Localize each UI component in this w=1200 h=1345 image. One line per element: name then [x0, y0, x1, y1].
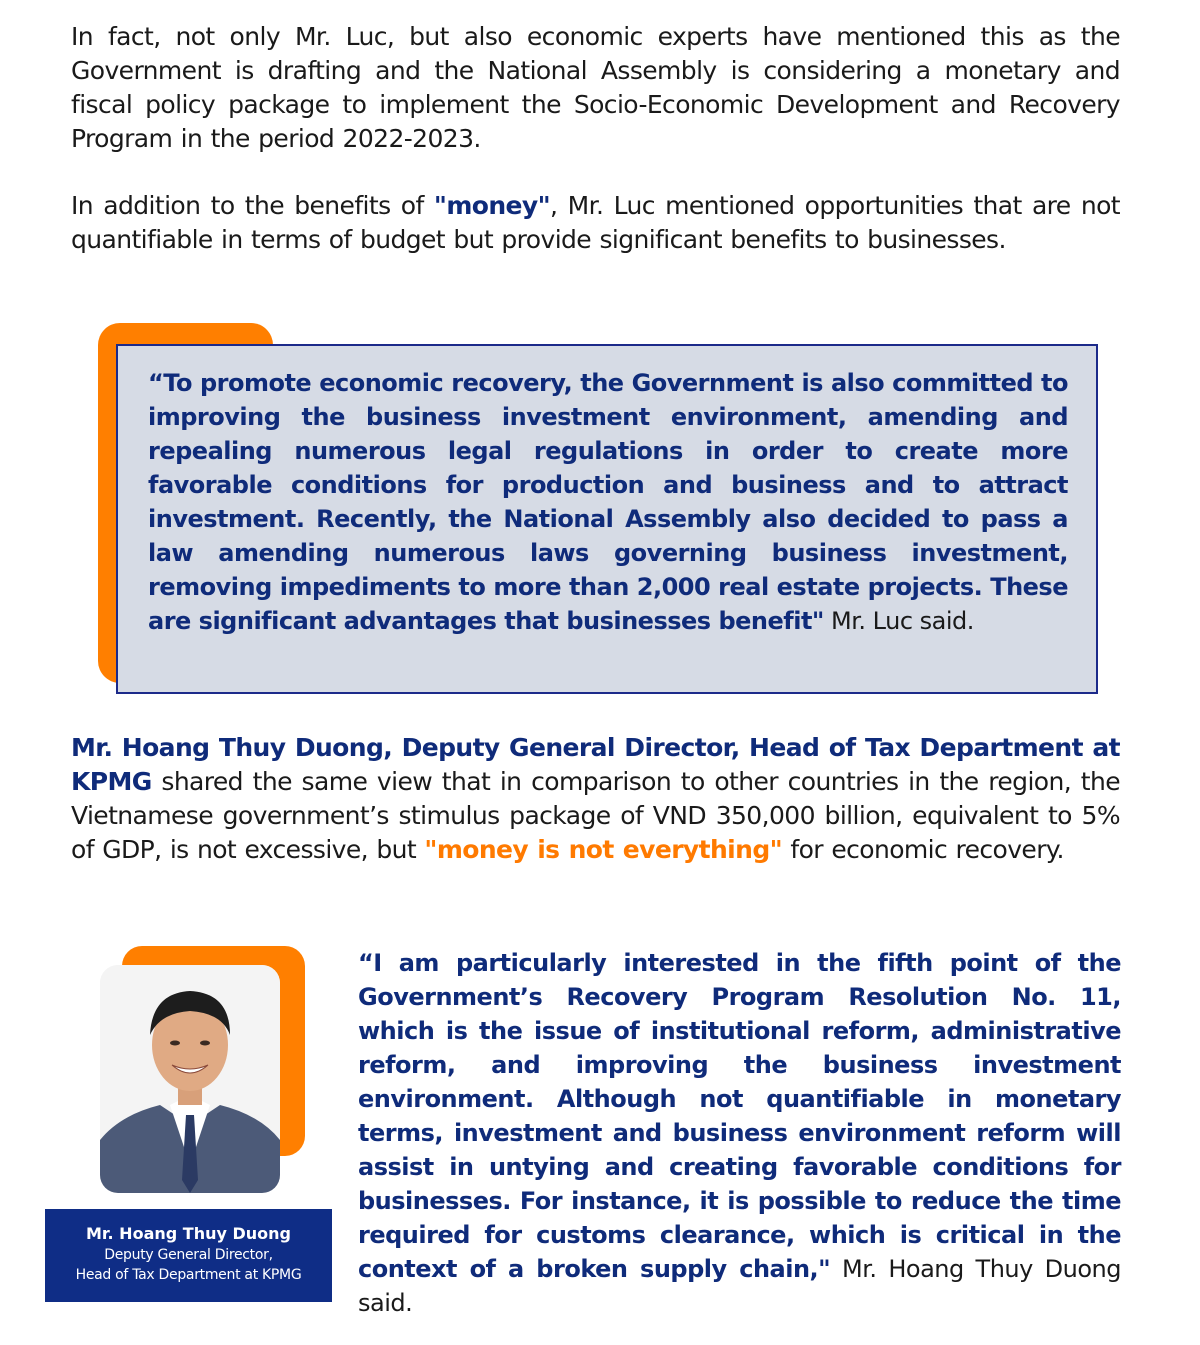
quote-mr-luc [148, 366, 1068, 638]
paragraph-text: In addition to the benefits of [71, 191, 434, 220]
money-highlight: "money" [433, 191, 551, 220]
profile-role-line2: Head of Tax Department at KPMG [75, 1267, 302, 1283]
paragraph-text: shared the same view that in comparison to other countries in the region, the Vietnamese government’s stimulus package of VND 350,000 billion, equivalent to 5% of GDP, is not excessive, but [71, 767, 1120, 864]
quote-attribution: Mr. Hoang Thuy Duong said. [358, 1255, 1121, 1317]
portrait-illustration [100, 965, 280, 1193]
money-not-everything-highlight: "money is not everything" [424, 835, 783, 864]
quote-hoang-thuy-duong [358, 946, 1121, 1320]
profile-caption [45, 1209, 332, 1302]
quote-text: “I am particularly interested in the fifth point of the Government’s Recovery Program Resolution No. 11, which is the issue of institutional reform, administrative reform, and improving the business investment environment. Although not quantifiable in monetary terms, investment and business environment reform will assist in untying and creating favorable conditions for businesses. For instance, it is possible to reduce the time required for customs clearance, which is critical in the context of a broken supply chain," [358, 949, 1121, 1283]
paragraph-text: for economic recovery. [782, 835, 1064, 864]
paragraph-kpmg-view [71, 731, 1120, 867]
quote-attribution: Mr. Luc said. [823, 607, 974, 635]
quote-text: “To promote economic recovery, the Government is also committed to improving the business investment environment, amending and repealing numerous legal regulations in order to create more favorable conditions for production and business and to attract investment. Recently, the National Assembly also decided to pass a law amending numerous laws governing business investment, removing impediments to more than 2,000 real estate projects. These are significant advantages that businesses benefit" [148, 369, 1068, 635]
paragraph-text: , Mr. Luc mentioned opportunities that are not quantifiable in terms of budget but provide significant benefits to businesses. [71, 191, 1120, 254]
profile-role-line1: Deputy General Director, [104, 1247, 273, 1263]
profile-name: Mr. Hoang Thuy Duong [86, 1224, 291, 1243]
paragraph-intro: In fact, not only Mr. Luc, but also economic experts have mentioned this as the Government is drafting and the National Assembly is considering a monetary and fiscal policy package to implement the Socio-Economic Development and Recovery Program in the period 2022-2023. [71, 22, 1120, 153]
speaker-highlight: Mr. Hoang Thuy Duong, Deputy General Director, Head of Tax Department at KPMG [71, 733, 1120, 796]
person-portrait-icon [100, 965, 280, 1193]
paragraph-money-benefits [71, 189, 1120, 257]
